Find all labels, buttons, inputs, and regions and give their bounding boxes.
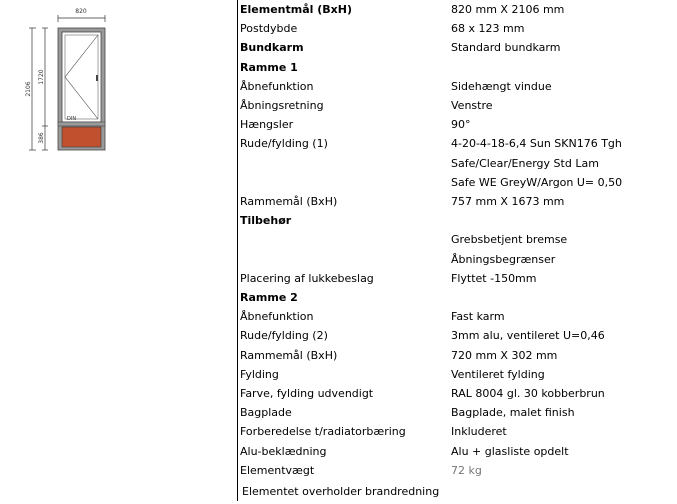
spec-label: Forberedelse t/radiatorbæring (240, 425, 406, 439)
spec-label: Bagplade (240, 406, 292, 420)
lower-panel (62, 127, 101, 147)
spec-row (240, 173, 677, 192)
fire-rescue-note: Elementet overholder brandredning (242, 485, 440, 498)
spec-value: 68 x 123 mm (451, 22, 525, 36)
spec-value: 720 mm X 302 mm (451, 348, 558, 362)
spec-value: Flyttet -150mm (451, 271, 537, 285)
spec-label: Rude/fylding (2) (240, 329, 328, 343)
spec-label: Farve, fylding udvendigt (240, 387, 374, 400)
spec-label: Ramme 1 (240, 60, 298, 74)
spec-row (240, 422, 677, 441)
spec-row (240, 192, 677, 211)
spec-value: Venstre (451, 99, 493, 112)
spec-label: Placering af lukkebeslag (240, 271, 374, 285)
spec-row (240, 365, 677, 384)
spec-value: 820 mm X 2106 mm (451, 3, 565, 16)
spec-value: Fast karm (451, 310, 505, 324)
spec-row (240, 211, 677, 230)
spec-row (240, 250, 677, 269)
spec-value: RAL 8004 gl. 30 kobberbrun (451, 387, 605, 400)
spec-row (240, 19, 677, 38)
spec-row (240, 403, 677, 422)
spec-label: Rammemål (BxH) (240, 348, 338, 362)
spec-value: Sidehængt vindue (451, 79, 552, 93)
spec-value: 72 kg (451, 463, 482, 477)
spec-label: Bundkarm (240, 41, 304, 55)
spec-row (240, 96, 677, 115)
spec-value: Ventileret fylding (451, 367, 545, 381)
glass-mark-label: DIN (67, 116, 77, 122)
spec-label: Hængsler (240, 118, 294, 132)
spec-label: Åbnefunktion (240, 310, 314, 324)
width-dimension-label: 820 (75, 8, 87, 15)
spec-label: Elementmål (BxH) (240, 3, 352, 16)
spec-row (240, 288, 677, 307)
window-drawing-panel (0, 0, 237, 501)
handle-icon (96, 75, 98, 81)
column-divider (237, 0, 238, 501)
spec-row (240, 346, 677, 365)
spec-row (240, 230, 677, 249)
window-drawing (0, 0, 237, 501)
spec-value: Grebsbetjent bremse (451, 233, 568, 247)
spec-row (240, 77, 677, 96)
spec-label: Rammemål (BxH) (240, 195, 338, 208)
spec-value: 90° (451, 118, 471, 132)
spec-value: Bagplade, malet finish (451, 406, 575, 420)
height-dimension-label: 2106 (25, 81, 32, 97)
spec-label: Alu-beklædning (240, 444, 327, 458)
spec-row (240, 115, 677, 134)
spec-value: 3mm alu, ventileret U=0,46 (451, 329, 605, 343)
spec-row (240, 154, 677, 173)
transom-bar (58, 122, 105, 126)
spec-row (240, 134, 677, 153)
spec-value: Inkluderet (451, 425, 507, 439)
spec-value: Safe WE GreyW/Argon U= 0,50 (451, 175, 623, 189)
spec-label: Tilbehør (240, 214, 292, 228)
spec-value: Safe/Clear/Energy Std Lam (451, 156, 599, 170)
spec-row (240, 307, 677, 326)
spec-label: Fylding (240, 367, 279, 381)
lower-section-dimension-label: 386 (38, 132, 45, 144)
spec-value: 757 mm X 1673 mm (451, 195, 565, 208)
spec-row (240, 326, 677, 345)
spec-label: Rude/fylding (1) (240, 137, 328, 151)
spec-row (240, 0, 677, 19)
upper-glass (65, 35, 98, 119)
spec-row (240, 38, 677, 57)
spec-label: Åbningsretning (240, 99, 324, 112)
spec-row (240, 58, 677, 77)
spec-value: Åbningsbegrænser (451, 252, 556, 266)
spec-value: Standard bundkarm (451, 41, 561, 55)
spec-row (240, 461, 677, 480)
spec-label: Ramme 2 (240, 291, 298, 304)
spec-value: Alu + glasliste opdelt (451, 444, 569, 458)
upper-section-dimension-label: 1720 (38, 69, 45, 85)
spec-row (240, 269, 677, 288)
spec-label: Elementvægt (240, 463, 315, 477)
spec-label: Åbnefunktion (240, 79, 314, 93)
spec-label: Postdybde (240, 22, 298, 36)
spec-row (240, 442, 677, 461)
spec-value: 4-20-4-18-6,4 Sun SKN176 Tgh (451, 137, 622, 151)
spec-row (240, 384, 677, 403)
